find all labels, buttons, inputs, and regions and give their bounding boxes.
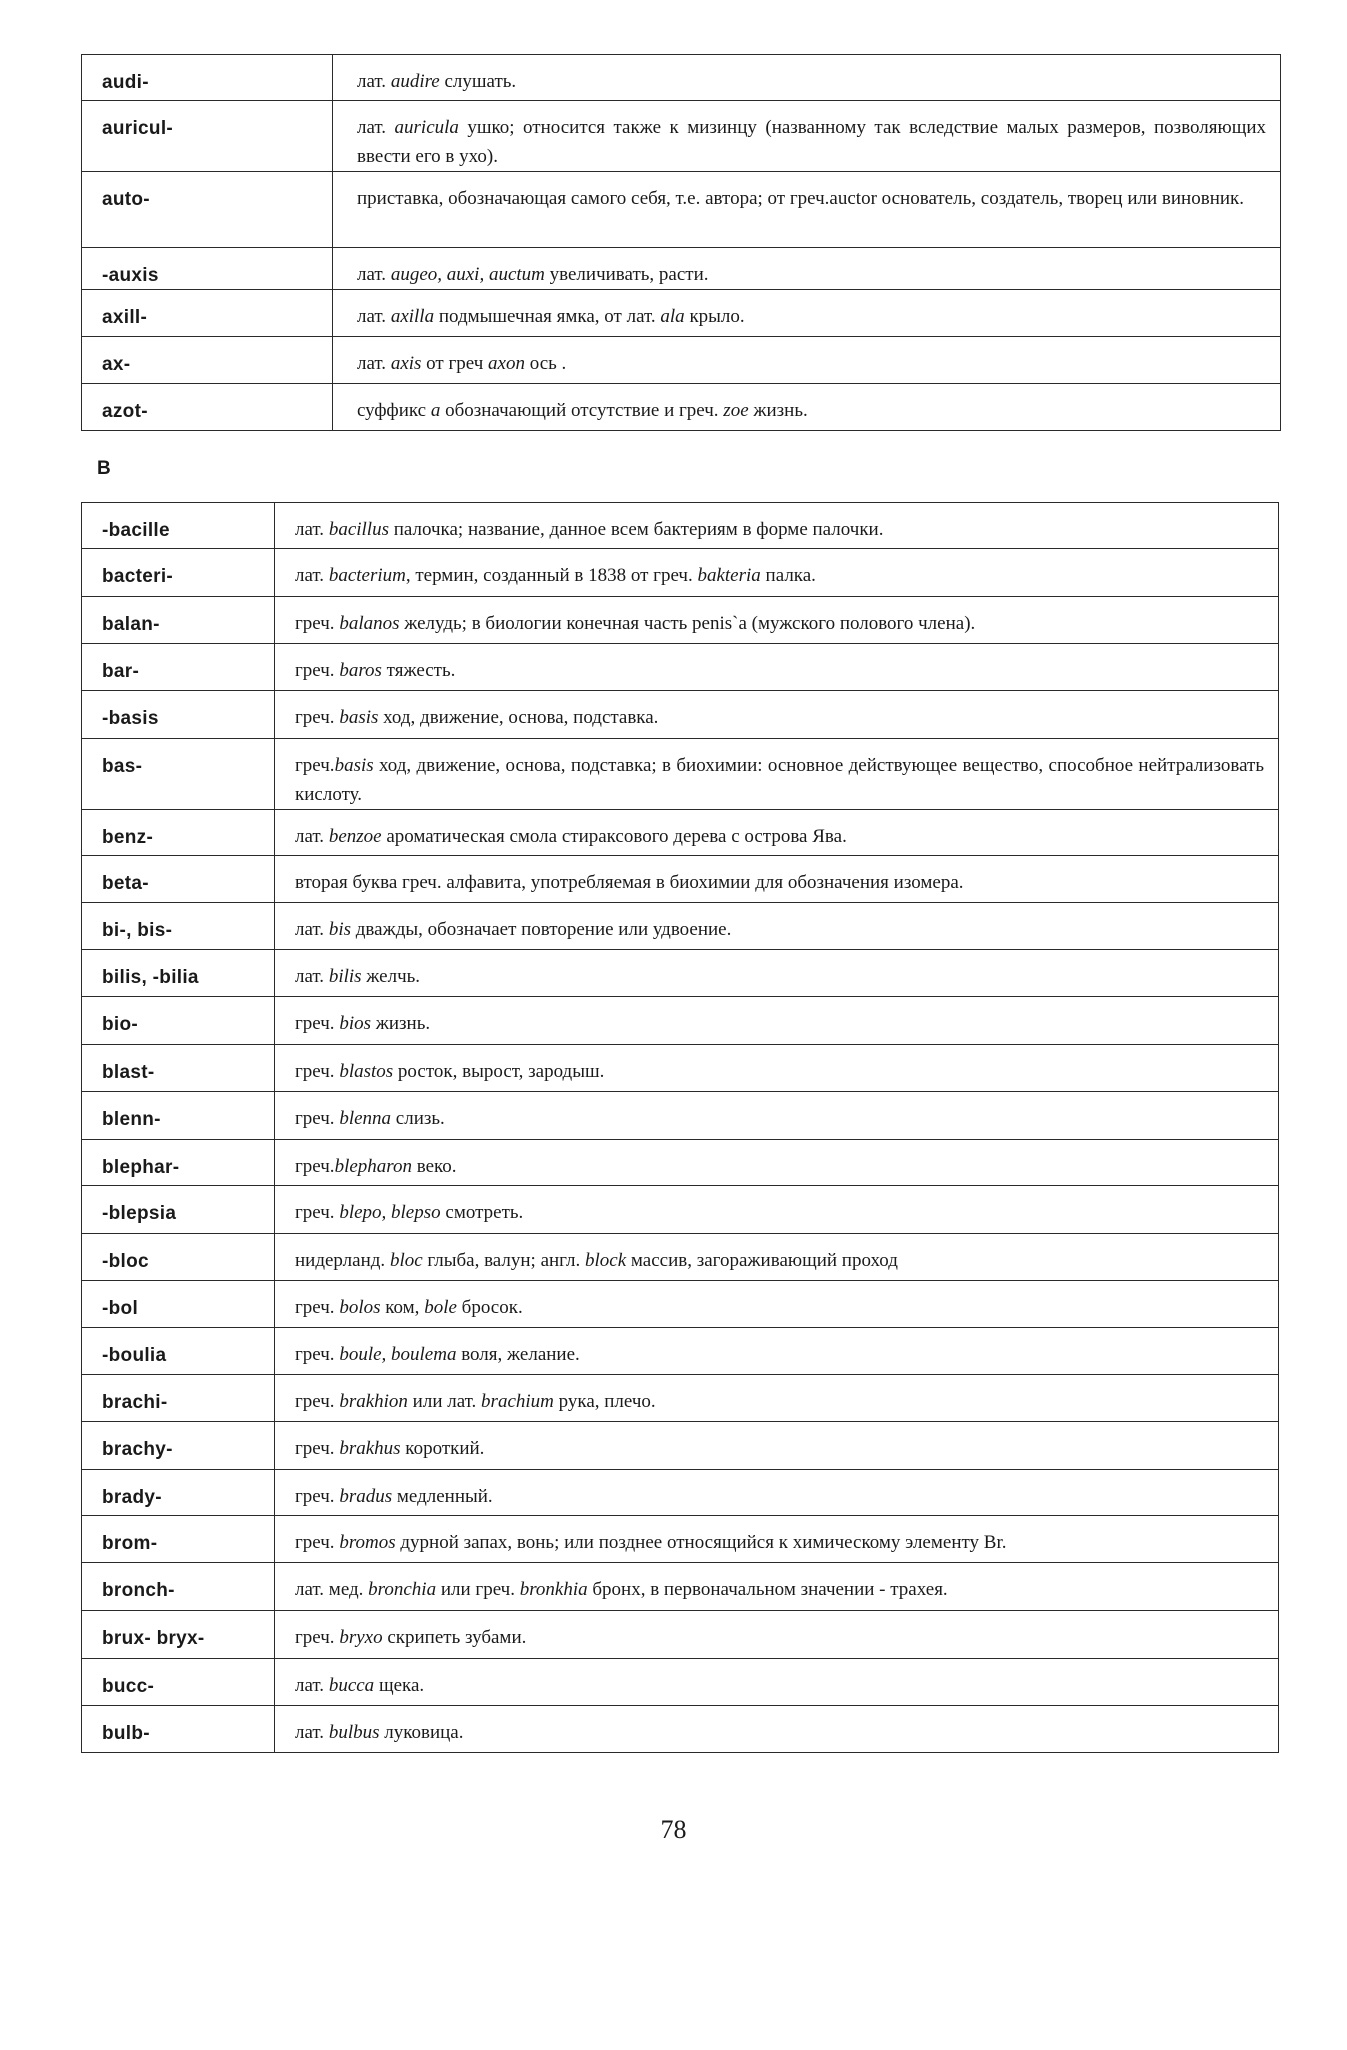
definition-cell: нидерланд. bloc глыба, валун; англ. block массив, загораживающий проход	[275, 1234, 1279, 1281]
term-cell: beta-	[82, 856, 275, 903]
definition-cell: греч. blepo, blepso смотреть.	[275, 1186, 1279, 1234]
term-cell: -bacille	[82, 503, 275, 549]
term-cell: -basis	[82, 691, 275, 739]
table-row	[82, 248, 1281, 290]
term-cell: bucc-	[82, 1659, 275, 1706]
definition-cell: греч. boule, boulema воля, желание.	[275, 1328, 1279, 1375]
term-cell: -bol	[82, 1281, 275, 1328]
term-cell: auto-	[82, 172, 333, 248]
table-row	[82, 503, 1279, 549]
table-row	[82, 950, 1279, 997]
term-cell: blast-	[82, 1045, 275, 1092]
table-row	[82, 1659, 1279, 1706]
table-row	[82, 337, 1281, 384]
table-row	[82, 597, 1279, 644]
definition-cell: греч.blepharon веко.	[275, 1140, 1279, 1186]
definition-cell: суффикс a обозначающий отсутствие и греч. zoe жизнь.	[333, 384, 1281, 431]
table-row	[82, 810, 1279, 856]
definition-cell: греч. bradus медленный.	[275, 1470, 1279, 1516]
table-row	[82, 1563, 1279, 1611]
definition-cell: греч. basis ход, движение, основа, подставка.	[275, 691, 1279, 739]
table-row	[82, 1186, 1279, 1234]
definition-cell: лат. audire слушать.	[333, 55, 1281, 101]
definition-cell: вторая буква греч. алфавита, употребляемая в биохимии для обозначения изомера.	[275, 856, 1279, 903]
dictionary-table-a	[81, 54, 1281, 431]
term-cell: bacteri-	[82, 549, 275, 597]
table-row	[82, 1470, 1279, 1516]
definition-cell: лат. axilla подмышечная ямка, от лат. ala крыло.	[333, 290, 1281, 337]
definition-cell: приставка, обозначающая самого себя, т.е. автора; от греч.auctor основатель, создатель, творец или виновник.	[333, 172, 1281, 248]
term-cell: -bloc	[82, 1234, 275, 1281]
definition-cell: лат. bacterium, термин, созданный в 1838 от греч. bakteria палка.	[275, 549, 1279, 597]
term-cell: benz-	[82, 810, 275, 856]
definition-cell: греч. bryxo скрипеть зубами.	[275, 1611, 1279, 1659]
term-cell: -boulia	[82, 1328, 275, 1375]
definition-cell: греч. bios жизнь.	[275, 997, 1279, 1045]
term-cell: brachy-	[82, 1422, 275, 1470]
definition-cell: лат. мед. bronchia или греч. bronkhia бронх, в первоначальном значении - трахея.	[275, 1563, 1279, 1611]
table-row	[82, 1140, 1279, 1186]
table-row	[82, 739, 1279, 810]
table-row	[82, 101, 1281, 172]
table-row	[82, 1422, 1279, 1470]
table-row	[82, 55, 1281, 101]
table-row	[82, 1092, 1279, 1140]
term-cell: brux- bryx-	[82, 1611, 275, 1659]
definition-cell: лат. auricula ушко; относится также к мизинцу (названному так вследствие малых размеров, позволяющих ввести его в ухо).	[333, 101, 1281, 172]
term-cell: brachi-	[82, 1375, 275, 1422]
table-row	[82, 172, 1281, 248]
term-cell: balan-	[82, 597, 275, 644]
table-row	[82, 903, 1279, 950]
definition-cell: греч. brakhion или лат. brachium рука, плечо.	[275, 1375, 1279, 1422]
term-cell: bronch-	[82, 1563, 275, 1611]
definition-cell: греч. brakhus короткий.	[275, 1422, 1279, 1470]
table-row	[82, 856, 1279, 903]
definition-cell: греч. baros тяжесть.	[275, 644, 1279, 691]
table-row	[82, 1706, 1279, 1753]
term-cell: blenn-	[82, 1092, 275, 1140]
term-cell: bio-	[82, 997, 275, 1045]
term-cell: azot-	[82, 384, 333, 431]
table-row	[82, 691, 1279, 739]
table-row	[82, 1375, 1279, 1422]
term-cell: brom-	[82, 1516, 275, 1563]
definition-cell: лат. bis дважды, обозначает повторение или удвоение.	[275, 903, 1279, 950]
table-row	[82, 1328, 1279, 1375]
definition-cell: лат. bucca щека.	[275, 1659, 1279, 1706]
term-cell: -blepsia	[82, 1186, 275, 1234]
term-cell: bilis, -bilia	[82, 950, 275, 997]
definition-cell: лат. bacillus палочка; название, данное всем бактериям в форме палочки.	[275, 503, 1279, 549]
definition-cell: греч. balanos желудь; в биологии конечная часть penis`a (мужского полового члена).	[275, 597, 1279, 644]
term-cell: auricul-	[82, 101, 333, 172]
definition-cell: греч. bolos ком, bole бросок.	[275, 1281, 1279, 1328]
page-number: 78	[660, 1815, 687, 1844]
definition-cell: греч. bromos дурной запах, вонь; или позднее относящийся к химическому элементу Br.	[275, 1516, 1279, 1563]
term-cell: bi-, bis-	[82, 903, 275, 950]
definition-cell: лат. augeo, auxi, auctum увеличивать, расти.	[333, 248, 1281, 290]
table-row	[82, 290, 1281, 337]
section-letter: B	[97, 458, 111, 479]
table-row	[82, 1234, 1279, 1281]
table-row	[82, 384, 1281, 431]
table-row	[82, 644, 1279, 691]
table-row	[82, 1611, 1279, 1659]
definition-cell: греч. blastos росток, вырост, зародыш.	[275, 1045, 1279, 1092]
table-row	[82, 1045, 1279, 1092]
term-cell: bar-	[82, 644, 275, 691]
term-cell: audi-	[82, 55, 333, 101]
term-cell: axill-	[82, 290, 333, 337]
definition-cell: греч. blenna слизь.	[275, 1092, 1279, 1140]
definition-cell: греч.basis ход, движение, основа, подставка; в биохимии: основное действующее вещество, способное нейтрализовать кислоту.	[275, 739, 1279, 810]
term-cell: ax-	[82, 337, 333, 384]
definition-cell: лат. benzoe ароматическая смола стираксового дерева с острова Ява.	[275, 810, 1279, 856]
term-cell: bulb-	[82, 1706, 275, 1753]
definition-cell: лат. axis от греч axon ось .	[333, 337, 1281, 384]
term-cell: bas-	[82, 739, 275, 810]
table-row	[82, 1516, 1279, 1563]
term-cell: blephar-	[82, 1140, 275, 1186]
definition-cell: лат. bulbus луковица.	[275, 1706, 1279, 1753]
table-row	[82, 1281, 1279, 1328]
table-row	[82, 997, 1279, 1045]
term-cell: brady-	[82, 1470, 275, 1516]
term-cell: -auxis	[82, 248, 333, 290]
dictionary-table-b	[81, 502, 1279, 1753]
definition-cell: лат. bilis желчь.	[275, 950, 1279, 997]
table-row	[82, 549, 1279, 597]
